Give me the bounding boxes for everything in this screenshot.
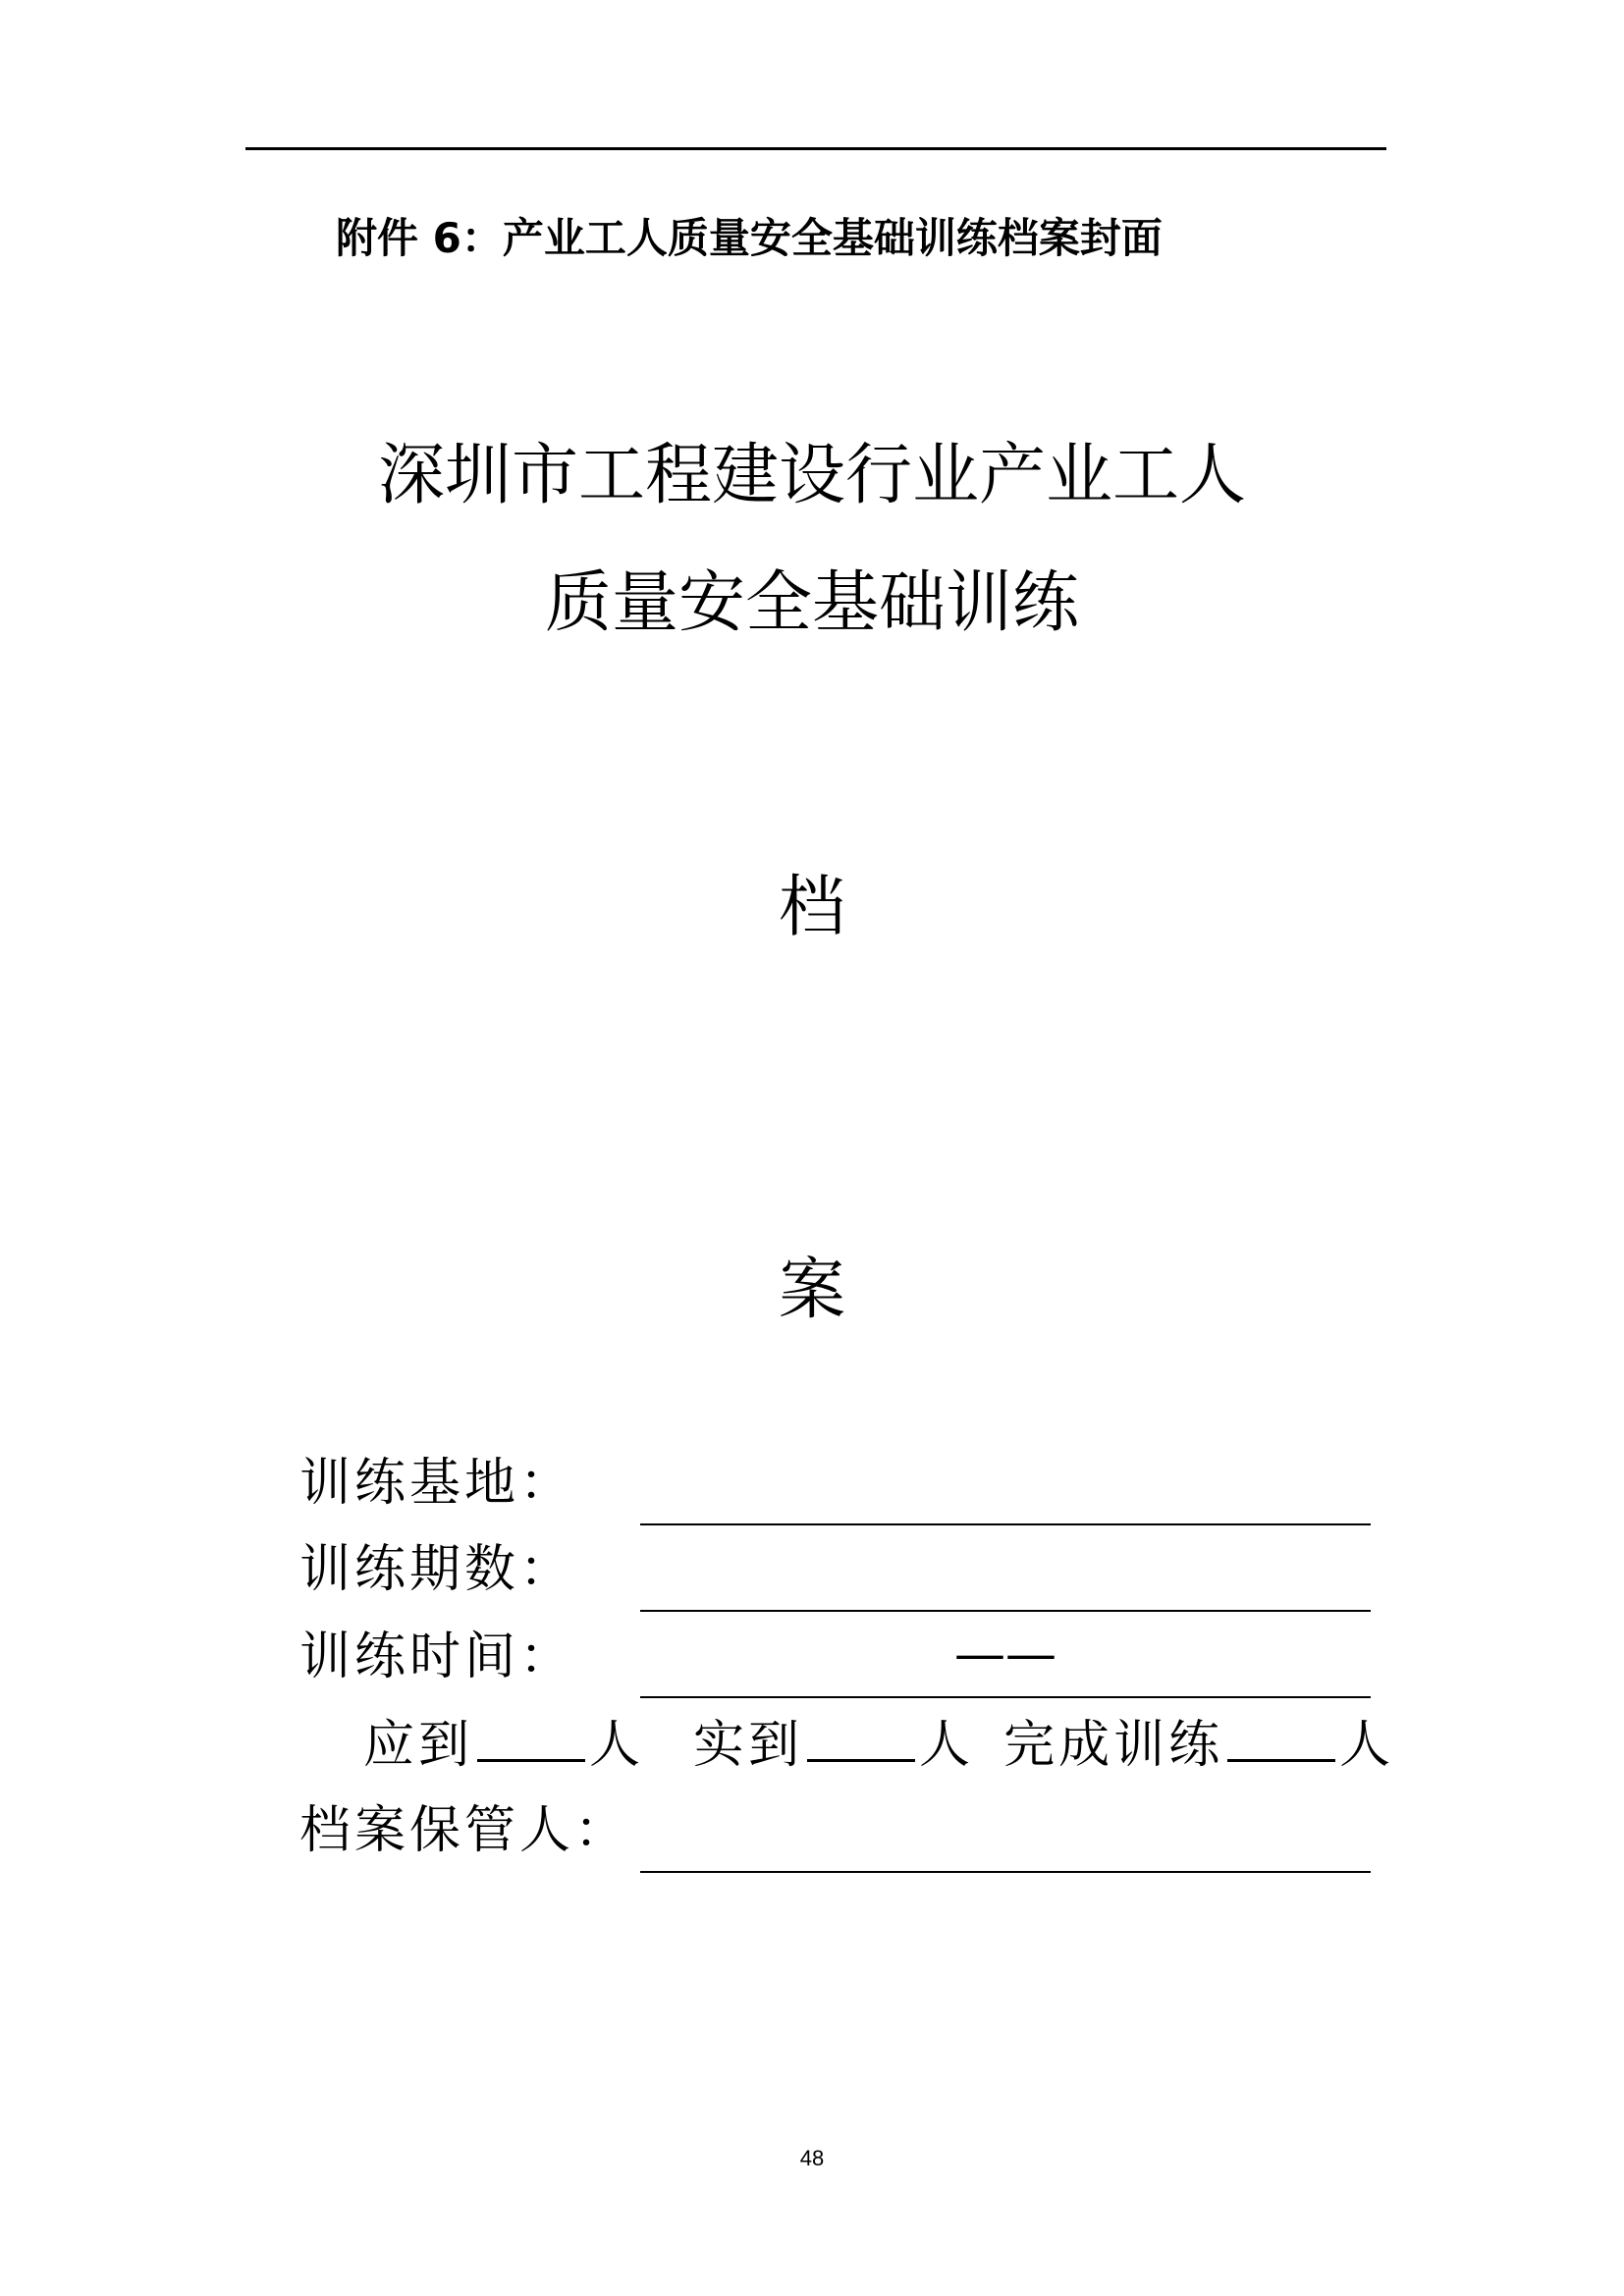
expected-count-blank[interactable]: [477, 1710, 585, 1762]
expected-unit: 人: [589, 1716, 645, 1775]
actual-label: 实到: [693, 1716, 804, 1775]
training-base-line: [640, 1523, 1371, 1525]
training-time-line: [640, 1696, 1371, 1698]
training-session-label: 训练期数：: [299, 1540, 575, 1599]
training-time-label: 训练时间：: [299, 1628, 575, 1686]
header-rule: [245, 147, 1386, 150]
completed-count-blank[interactable]: [1227, 1710, 1335, 1762]
actual-unit: 人: [919, 1716, 975, 1775]
custodian-line: [640, 1871, 1371, 1873]
title-line-1: 深圳市工程建设行业产业工人: [377, 437, 1246, 514]
completed-unit: 人: [1339, 1716, 1395, 1775]
training-session-line: [640, 1610, 1371, 1612]
title-line-2: 质量安全基础训练: [544, 564, 1079, 642]
archive-char-an: 案: [778, 1252, 845, 1329]
actual-count-blank[interactable]: [807, 1710, 915, 1762]
page-number: 48: [799, 2146, 825, 2170]
attachment-heading: 附件 6：产业工人质量安全基础训练档案封面: [336, 214, 1163, 262]
archive-char-dang: 档: [778, 869, 845, 946]
expected-label: 应到: [363, 1716, 474, 1775]
training-time-value[interactable]: ——: [954, 1625, 1056, 1683]
custodian-label: 档案保管人：: [299, 1801, 630, 1860]
completed-label: 完成训练: [1003, 1716, 1224, 1775]
training-base-label: 训练基地：: [299, 1454, 575, 1513]
attendance-row: [363, 1710, 1394, 1780]
